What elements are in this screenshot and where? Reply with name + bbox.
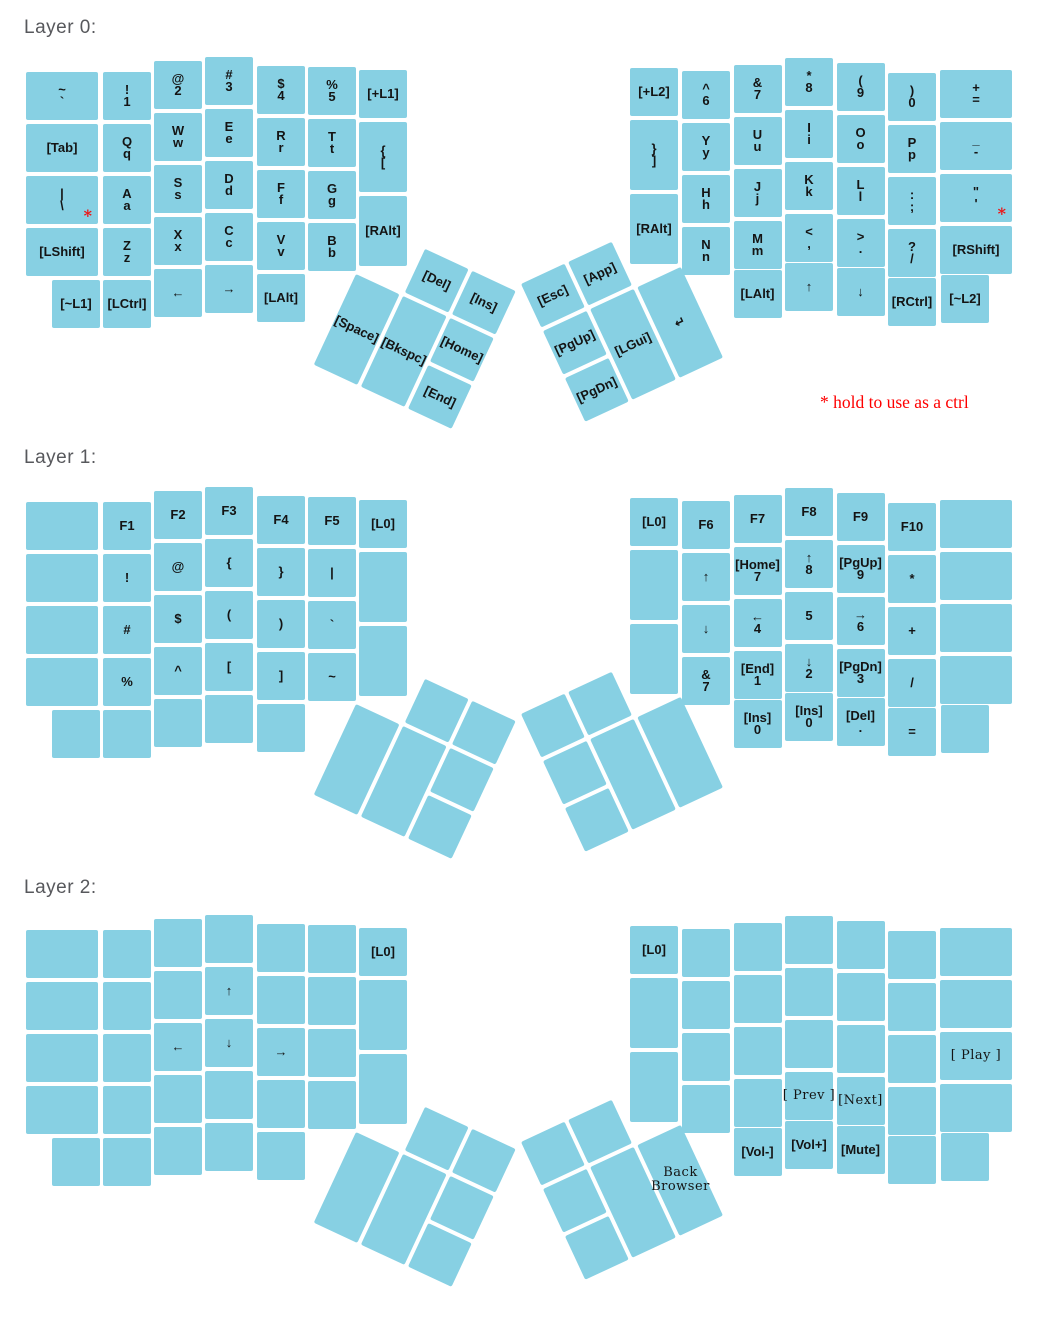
- key-l2-left-c1r1: [103, 982, 151, 1030]
- key-l1-right-b4: [941, 705, 989, 753]
- key-l0-right-innerR0: [+L2]: [630, 68, 678, 116]
- key-l0-left-c1r1: Q q: [103, 124, 151, 172]
- key-l2-left-c3r3: [205, 1071, 253, 1119]
- key-l0-right-b4: [~L2]: [941, 275, 989, 323]
- key-l1-right-b2: [Del] .: [837, 698, 885, 746]
- key-l1-right-c6r3: [940, 656, 1012, 704]
- key-l0-right-c6r3: [RShift]: [940, 226, 1012, 274]
- key-l1-left-c3r3: [: [205, 643, 253, 691]
- key-l2-left-c1r0: [103, 930, 151, 978]
- key-l1-left-c1r1: !: [103, 554, 151, 602]
- key-l2-right-c1r3: [682, 1085, 730, 1133]
- key-l0-left-c0r1: [Tab]: [26, 124, 98, 172]
- key-l1-left-c5r0: F5: [308, 497, 356, 545]
- key-l0-left-c1r3: Z z: [103, 228, 151, 276]
- key-l1-left-c3r2: (: [205, 591, 253, 639]
- key-l2-left-c2r2: ←: [154, 1023, 202, 1071]
- key-l2-left-c4r1: [257, 976, 305, 1024]
- key-l0-left-b2: ←: [154, 269, 202, 317]
- key-l0-right-tBig1: [LGui]: [590, 289, 676, 400]
- key-l2-left-c3r2: ↓: [205, 1019, 253, 1067]
- key-l0-left-c5r1: T t: [308, 119, 356, 167]
- key-l0-right-c5r2: : ;: [888, 177, 936, 225]
- key-l1-left-b0: [52, 710, 100, 758]
- key-l1-left-c5r2: `: [308, 601, 356, 649]
- key-l1-right-c3r2: 5: [785, 592, 833, 640]
- key-l2-left-c4r3: [257, 1080, 305, 1128]
- key-l0-left-c0r3: [LShift]: [26, 228, 98, 276]
- key-l2-left-innerT2: [359, 1054, 407, 1124]
- key-l0-left-c2r1: W w: [154, 113, 202, 161]
- key-l2-right-c5r0: [888, 931, 936, 979]
- key-l0-left-innerR0: [+L1]: [359, 70, 407, 118]
- key-l2-right-c2r3: [734, 1079, 782, 1127]
- key-l1-left-c4r0: F4: [257, 496, 305, 544]
- key-l2-left-c0r3: [26, 1086, 98, 1134]
- key-l1-left-c2r3: ^: [154, 647, 202, 695]
- key-l0-left-b0: [~L1]: [52, 280, 100, 328]
- key-l0-right-b3: [RCtrl]: [888, 278, 936, 326]
- key-l1-right-c4r0: F9: [837, 493, 885, 541]
- key-l0-left-c5r0: % 5: [308, 67, 356, 115]
- key-l0-left-innerT2: [RAlt]: [359, 196, 407, 266]
- key-l0-right-c5r3: ? /: [888, 229, 936, 277]
- key-l2-right-c4r3: [Next]: [837, 1077, 885, 1125]
- key-l2-left-c0r2: [26, 1034, 98, 1082]
- key-l1-right-innerT1: [630, 550, 678, 620]
- key-l2-left-c4r2: →: [257, 1028, 305, 1076]
- layer-2-heading: Layer 2:: [24, 877, 97, 898]
- key-l1-left-c5r1: |: [308, 549, 356, 597]
- key-l2-left-c2r3: [154, 1075, 202, 1123]
- key-l0-left-c4r0: $ 4: [257, 66, 305, 114]
- key-l0-right-c5r0: ) 0: [888, 73, 936, 121]
- key-l1-right-c3r0: F8: [785, 488, 833, 536]
- key-l2-left-b0: [52, 1138, 100, 1186]
- key-l0-left-c3r0: # 3: [205, 57, 253, 105]
- key-l2-left-c5r2: [308, 1029, 356, 1077]
- key-l1-left-c2r0: F2: [154, 491, 202, 539]
- key-l1-left-c0r3: [26, 658, 98, 706]
- key-l2-left-innerR0: [L0]: [359, 928, 407, 976]
- key-l1-left-b2: [154, 699, 202, 747]
- key-l0-right-tBig2: ↵: [637, 267, 723, 378]
- key-l0-right-c4r0: ( 9: [837, 63, 885, 111]
- key-l1-left-c0r0: [26, 502, 98, 550]
- key-l0-left-c2r2: S s: [154, 165, 202, 213]
- key-l0-left-tBig2: [Bkspc]: [361, 296, 447, 407]
- key-l1-left-c1r0: F1: [103, 502, 151, 550]
- key-l0-left-c4r2: F f: [257, 170, 305, 218]
- key-l0-left-c2r0: @ 2: [154, 61, 202, 109]
- key-l2-right-c1r1: [682, 981, 730, 1029]
- key-l2-right-c1r2: [682, 1033, 730, 1081]
- key-l1-right-c2r0: F7: [734, 495, 782, 543]
- key-l1-right-c5r3: /: [888, 659, 936, 707]
- key-l1-left-c4r1: }: [257, 548, 305, 596]
- key-l2-left-c2r1: [154, 971, 202, 1019]
- key-l0-right-c4r1: O o: [837, 115, 885, 163]
- key-l0-left-tBig1: [Space]: [314, 274, 400, 385]
- key-l0-right-c5r1: P p: [888, 125, 936, 173]
- key-l2-left-c1r2: [103, 1034, 151, 1082]
- key-l0-right-c6r2: " ' *: [940, 174, 1012, 222]
- key-l0-right-innerT2: [RAlt]: [630, 194, 678, 264]
- key-l0-right-c3r2: K k: [785, 162, 833, 210]
- key-l0-left-c3r3: C c: [205, 213, 253, 261]
- key-l1-left-c5r3: ~: [308, 653, 356, 701]
- key-l0-left-c4r1: R r: [257, 118, 305, 166]
- key-l0-right-c3r0: * 8: [785, 58, 833, 106]
- key-l1-right-c3r3: ↓ 2: [785, 644, 833, 692]
- key-l1-left-b4: [257, 704, 305, 752]
- ctrl-hold-asterisk: *: [83, 206, 92, 225]
- key-l0-right-innerT1: } ]: [630, 120, 678, 190]
- key-l1-left-c3r0: F3: [205, 487, 253, 535]
- key-l2-right-c2r2: [734, 1027, 782, 1075]
- key-l1-right-c5r1: *: [888, 555, 936, 603]
- key-l0-right-c2r3: M m: [734, 221, 782, 269]
- key-l0-right-c3r1: I i: [785, 110, 833, 158]
- key-l0-left-tS2: [End]: [408, 365, 472, 429]
- key-l1-left-c4r2: ): [257, 600, 305, 648]
- key-l0-left-b1: [LCtrl]: [103, 280, 151, 328]
- ctrl-hold-asterisk: *: [997, 204, 1006, 223]
- key-l0-right-c1r0: ^ 6: [682, 71, 730, 119]
- key-l1-right-c4r2: → 6: [837, 597, 885, 645]
- key-l0-left-c3r2: D d: [205, 161, 253, 209]
- key-l2-right-c1r0: [682, 929, 730, 977]
- key-l0-right-c2r2: J j: [734, 169, 782, 217]
- key-l2-right-c3r2: [785, 1020, 833, 1068]
- key-l2-right-c4r1: [837, 973, 885, 1021]
- key-l0-right-b2: ↓: [837, 268, 885, 316]
- key-l2-left-b1: [103, 1138, 151, 1186]
- key-l1-right-c1r3: & 7: [682, 657, 730, 705]
- key-l2-right-c3r1: [785, 968, 833, 1016]
- key-l1-right-b0: [Ins] 0: [734, 700, 782, 748]
- key-l0-right-c1r2: H h: [682, 175, 730, 223]
- key-l1-right-c6r1: [940, 552, 1012, 600]
- key-l2-right-c3r3: [ Prev ]: [785, 1072, 833, 1120]
- key-l0-left-b4: [LAlt]: [257, 274, 305, 322]
- key-l0-right-b1: ↑: [785, 263, 833, 311]
- key-l2-right-b2: [Mute]: [837, 1126, 885, 1174]
- key-l0-left-tTop2: [Ins]: [452, 271, 516, 335]
- key-l0-left-c5r3: B b: [308, 223, 356, 271]
- key-l2-left-c2r0: [154, 919, 202, 967]
- key-l1-right-c4r3: [PgDn] 3: [837, 649, 885, 697]
- key-l0-left-c2r3: X x: [154, 217, 202, 265]
- key-l1-right-c4r1: [PgUp] 9: [837, 545, 885, 593]
- key-l2-left-c0r1: [26, 982, 98, 1030]
- key-l0-right-tS2: [PgDn]: [565, 358, 629, 422]
- key-l0-right-c6r1: _ -: [940, 122, 1012, 170]
- key-l1-left-innerT1: [359, 552, 407, 622]
- key-l1-left-b1: [103, 710, 151, 758]
- key-l0-left-tS1: [Home]: [430, 318, 494, 382]
- key-l2-left-b3: [205, 1123, 253, 1171]
- key-l0-right-b0: [LAlt]: [734, 270, 782, 318]
- key-l2-right-c5r3: [888, 1087, 936, 1135]
- key-l2-left-b4: [257, 1132, 305, 1180]
- key-l0-left-c4r3: V v: [257, 222, 305, 270]
- layer-1-heading: Layer 1:: [24, 447, 97, 468]
- key-l2-right-c6r0: [940, 928, 1012, 976]
- key-l2-right-b0: [Vol-]: [734, 1128, 782, 1176]
- key-l2-right-c2r0: [734, 923, 782, 971]
- hold-ctrl-footnote: * hold to use as a ctrl: [820, 392, 969, 412]
- key-l2-right-c5r2: [888, 1035, 936, 1083]
- key-l2-right-c6r2: [ Play ]: [940, 1032, 1012, 1080]
- key-l0-right-c1r3: N n: [682, 227, 730, 275]
- key-l1-right-b3: =: [888, 708, 936, 756]
- key-l1-right-c1r1: ↑: [682, 553, 730, 601]
- key-l1-right-c1r0: F6: [682, 501, 730, 549]
- key-l2-right-c6r1: [940, 980, 1012, 1028]
- key-l2-right-c2r1: [734, 975, 782, 1023]
- key-l2-right-b3: [888, 1136, 936, 1184]
- key-l2-left-c0r0: [26, 930, 98, 978]
- key-l2-left-c3r0: [205, 915, 253, 963]
- key-l2-right-innerT1: [630, 978, 678, 1048]
- key-l2-right-c4r0: [837, 921, 885, 969]
- key-l0-right-c3r3: < ,: [785, 214, 833, 262]
- key-l0-right-c2r0: & 7: [734, 65, 782, 113]
- key-l1-right-innerT2: [630, 624, 678, 694]
- key-l1-right-c2r3: [End] 1: [734, 651, 782, 699]
- key-l2-right-tBig2: Back Browser: [637, 1125, 723, 1236]
- key-l2-right-innerR0: [L0]: [630, 926, 678, 974]
- key-l1-right-c6r0: [940, 500, 1012, 548]
- key-l0-left-c0r2: | \ *: [26, 176, 98, 224]
- key-l1-left-c1r2: #: [103, 606, 151, 654]
- key-l1-left-c2r1: @: [154, 543, 202, 591]
- key-l2-right-c3r0: [785, 916, 833, 964]
- key-l2-left-c5r1: [308, 977, 356, 1025]
- key-l1-left-innerR0: [L0]: [359, 500, 407, 548]
- key-l1-left-c0r2: [26, 606, 98, 654]
- key-l2-left-b2: [154, 1127, 202, 1175]
- key-l0-left-c0r0: ~ `: [26, 72, 98, 120]
- key-l2-left-c1r3: [103, 1086, 151, 1134]
- key-l1-left-c3r1: {: [205, 539, 253, 587]
- key-l2-right-b4: [941, 1133, 989, 1181]
- key-l0-left-c3r1: E e: [205, 109, 253, 157]
- key-l2-right-b1: [Vol+]: [785, 1121, 833, 1169]
- key-l2-left-c3r1: ↑: [205, 967, 253, 1015]
- key-l1-right-b1: [Ins] 0: [785, 693, 833, 741]
- key-l1-left-c0r1: [26, 554, 98, 602]
- key-l2-right-c6r3: [940, 1084, 1012, 1132]
- key-l0-right-c2r1: U u: [734, 117, 782, 165]
- key-l0-left-c1r2: A a: [103, 176, 151, 224]
- key-l1-right-c2r1: [Home] 7: [734, 547, 782, 595]
- key-l1-right-c1r2: ↓: [682, 605, 730, 653]
- key-l0-right-tTop2: [App]: [568, 242, 632, 306]
- key-l0-right-tTop1: [Esc]: [521, 264, 585, 328]
- key-l0-left-innerT1: { [: [359, 122, 407, 192]
- key-l1-right-c3r1: ↑ 8: [785, 540, 833, 588]
- key-l1-right-c2r2: ← 4: [734, 599, 782, 647]
- key-l1-right-c5r0: F10: [888, 503, 936, 551]
- key-l1-left-c4r3: ]: [257, 652, 305, 700]
- layer-0-heading: Layer 0:: [24, 17, 97, 38]
- key-l2-right-c4r2: [837, 1025, 885, 1073]
- key-l0-left-b3: →: [205, 265, 253, 313]
- key-l2-right-innerT2: [630, 1052, 678, 1122]
- key-l1-left-innerT2: [359, 626, 407, 696]
- key-l2-left-innerT1: [359, 980, 407, 1050]
- key-l1-left-c1r3: %: [103, 658, 151, 706]
- key-l0-left-tTop1: [Del]: [405, 249, 469, 313]
- key-l2-right-c5r1: [888, 983, 936, 1031]
- key-l0-left-c1r0: ! 1: [103, 72, 151, 120]
- key-l0-right-c6r0: + =: [940, 70, 1012, 118]
- key-l0-right-c4r3: > .: [837, 219, 885, 267]
- key-l1-left-c2r2: $: [154, 595, 202, 643]
- key-l2-left-c5r0: [308, 925, 356, 973]
- key-l0-right-tS1: [PgUp]: [543, 311, 607, 375]
- key-l2-left-c4r0: [257, 924, 305, 972]
- key-l2-left-c5r3: [308, 1081, 356, 1129]
- key-l1-right-c6r2: [940, 604, 1012, 652]
- key-l1-left-b3: [205, 695, 253, 743]
- key-l1-right-innerR0: [L0]: [630, 498, 678, 546]
- key-l0-right-c1r1: Y y: [682, 123, 730, 171]
- key-l0-left-c5r2: G g: [308, 171, 356, 219]
- key-l1-right-c5r2: +: [888, 607, 936, 655]
- key-l0-right-c4r2: L l: [837, 167, 885, 215]
